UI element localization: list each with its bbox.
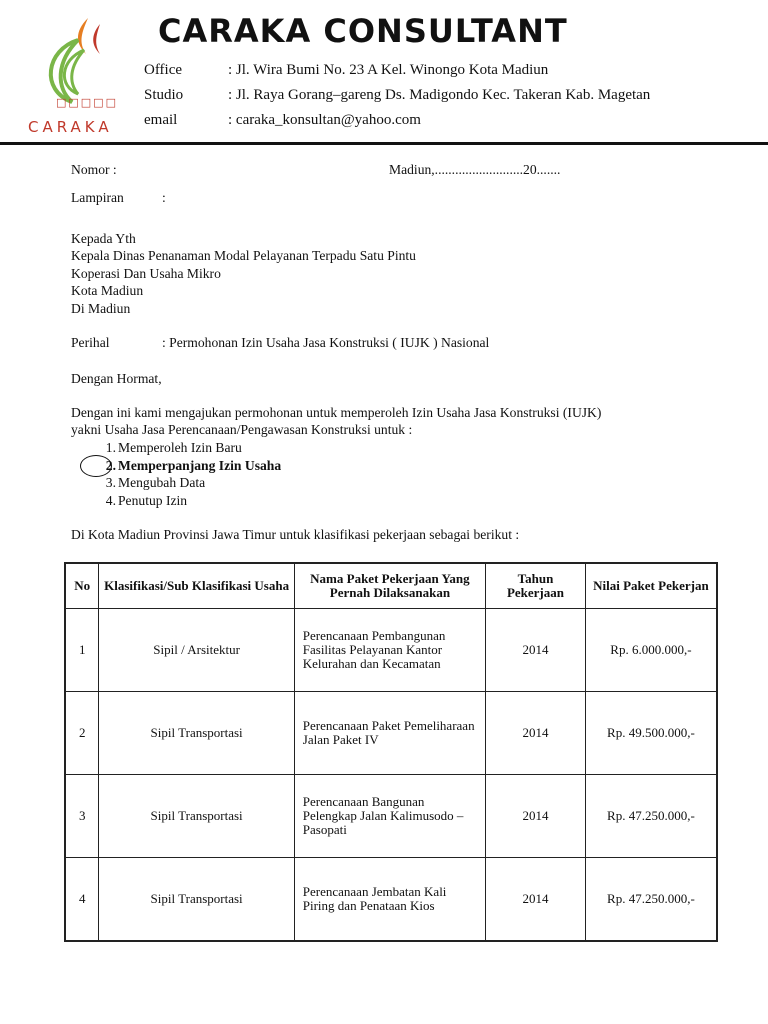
cell-no: 1 bbox=[65, 609, 99, 692]
contact-value: : Jl. Wira Bumi No. 23 A Kel. Winongo Kota Madiun bbox=[228, 62, 549, 78]
logo-subtext: □□□□□ bbox=[56, 96, 118, 109]
cell-no: 4 bbox=[65, 858, 99, 942]
cell-paket: Perencanaan Bangunan Pelengkap Jalan Kalimusodo – Pasopati bbox=[294, 775, 485, 858]
option-number: 4. bbox=[105, 492, 116, 508]
nomor-label: Nomor : bbox=[71, 162, 117, 177]
table-row bbox=[65, 858, 717, 942]
cell-tahun: 2014 bbox=[486, 858, 586, 942]
cell-tahun: 2014 bbox=[486, 692, 586, 775]
recipient-line: Koperasi Dan Usaha Mikro bbox=[71, 266, 221, 281]
contact-office bbox=[144, 58, 650, 83]
table-header-row bbox=[65, 563, 717, 609]
option-text: Memperpanjang Izin Usaha bbox=[118, 457, 282, 473]
header-no: No bbox=[65, 563, 99, 609]
header-tahun: Tahun Pekerjaan bbox=[486, 563, 586, 609]
work-classification-table bbox=[64, 562, 718, 942]
recipient-line: Di Madiun bbox=[71, 301, 131, 316]
purpose-options-list bbox=[71, 440, 281, 510]
perihal-label: Perihal bbox=[71, 335, 110, 350]
cell-paket: Perencanaan Paket Pemeliharaan Jalan Paket IV bbox=[294, 692, 485, 775]
cell-no: 2 bbox=[65, 692, 99, 775]
lampiran-colon: : bbox=[162, 190, 166, 205]
header-paket: Nama Paket Pekerjaan Yang Pernah Dilaksanakan bbox=[294, 563, 485, 609]
header-divider bbox=[0, 142, 768, 145]
option-number: 3. bbox=[105, 475, 116, 490]
perihal-value: : Permohonan Izin Usaha Jasa Konstruksi ( IUJK ) Nasional bbox=[162, 335, 490, 350]
option-text: Memperoleh Izin Baru bbox=[118, 440, 242, 455]
caraka-flame-logo-icon bbox=[26, 10, 144, 135]
cell-nilai: Rp. 6.000.000,- bbox=[585, 609, 717, 692]
cell-tahun: 2014 bbox=[486, 775, 586, 858]
cell-tahun: 2014 bbox=[486, 609, 586, 692]
table-row bbox=[65, 692, 717, 775]
contact-label: Studio bbox=[144, 87, 184, 103]
cell-klasifikasi: Sipil Transportasi bbox=[99, 692, 294, 775]
cell-paket: Perencanaan Jembatan Kali Piring dan Penataan Kios bbox=[294, 858, 485, 942]
cell-nilai: Rp. 47.250.000,- bbox=[585, 858, 717, 942]
table-row bbox=[65, 775, 717, 858]
option-number: 1. bbox=[105, 440, 116, 455]
list-item-selected bbox=[71, 458, 281, 476]
contact-studio bbox=[144, 83, 650, 108]
intro-line: yakni Usaha Jasa Perencanaan/Pengawasan Konstruksi untuk : bbox=[71, 422, 413, 437]
recipient-line: Kota Madiun bbox=[71, 283, 144, 298]
cell-paket: Perencanaan Pembangunan Fasilitas Pelayanan Kantor Kelurahan dan Kecamatan bbox=[294, 609, 485, 692]
cell-nilai: Rp. 49.500.000,- bbox=[585, 692, 717, 775]
option-text: Mengubah Data bbox=[118, 475, 206, 490]
logo-wordmark: CARAKA bbox=[28, 118, 113, 136]
cell-klasifikasi: Sipil Transportasi bbox=[99, 858, 294, 942]
list-item bbox=[71, 475, 281, 493]
cell-nilai: Rp. 47.250.000,- bbox=[585, 775, 717, 858]
klasifikasi-intro: Di Kota Madiun Provinsi Jawa Timur untuk klasifikasi pekerjaan sebagai berikut : bbox=[71, 527, 520, 542]
selection-circle-icon bbox=[80, 455, 112, 477]
contact-email bbox=[144, 108, 650, 133]
contact-label: email bbox=[144, 112, 178, 128]
table-row bbox=[65, 609, 717, 692]
list-item bbox=[71, 440, 281, 458]
contact-block bbox=[144, 58, 650, 133]
date-line: Madiun,..........................20....... bbox=[389, 162, 561, 177]
recipient-line: Kepala Dinas Penanaman Modal Pelayanan Terpadu Satu Pintu bbox=[71, 248, 416, 263]
company-name: CARAKA CONSULTANT bbox=[158, 12, 568, 50]
letterhead bbox=[0, 0, 768, 150]
header-nilai: Nilai Paket Pekerjan bbox=[585, 563, 717, 609]
option-number: 2. bbox=[105, 457, 116, 473]
contact-value: : Jl. Raya Gorang–gareng Ds. Madigondo Kec. Takeran Kab. Magetan bbox=[228, 87, 651, 103]
cell-klasifikasi: Sipil / Arsitektur bbox=[99, 609, 294, 692]
contact-value: : caraka_konsultan@yahoo.com bbox=[228, 112, 421, 128]
recipient-line: Kepada Yth bbox=[71, 231, 136, 246]
lampiran-label: Lampiran bbox=[71, 190, 124, 205]
list-item bbox=[71, 493, 281, 511]
cell-klasifikasi: Sipil Transportasi bbox=[99, 775, 294, 858]
header-klasifikasi: Klasifikasi/Sub Klasifikasi Usaha bbox=[99, 563, 294, 609]
option-text: Penutup Izin bbox=[118, 492, 188, 508]
greeting: Dengan Hormat, bbox=[71, 371, 162, 386]
cell-no: 3 bbox=[65, 775, 99, 858]
contact-label: Office bbox=[144, 62, 183, 78]
intro-line: Dengan ini kami mengajukan permohonan untuk memperoleh Izin Usaha Jasa Konstruksi (IUJK) bbox=[71, 405, 602, 420]
